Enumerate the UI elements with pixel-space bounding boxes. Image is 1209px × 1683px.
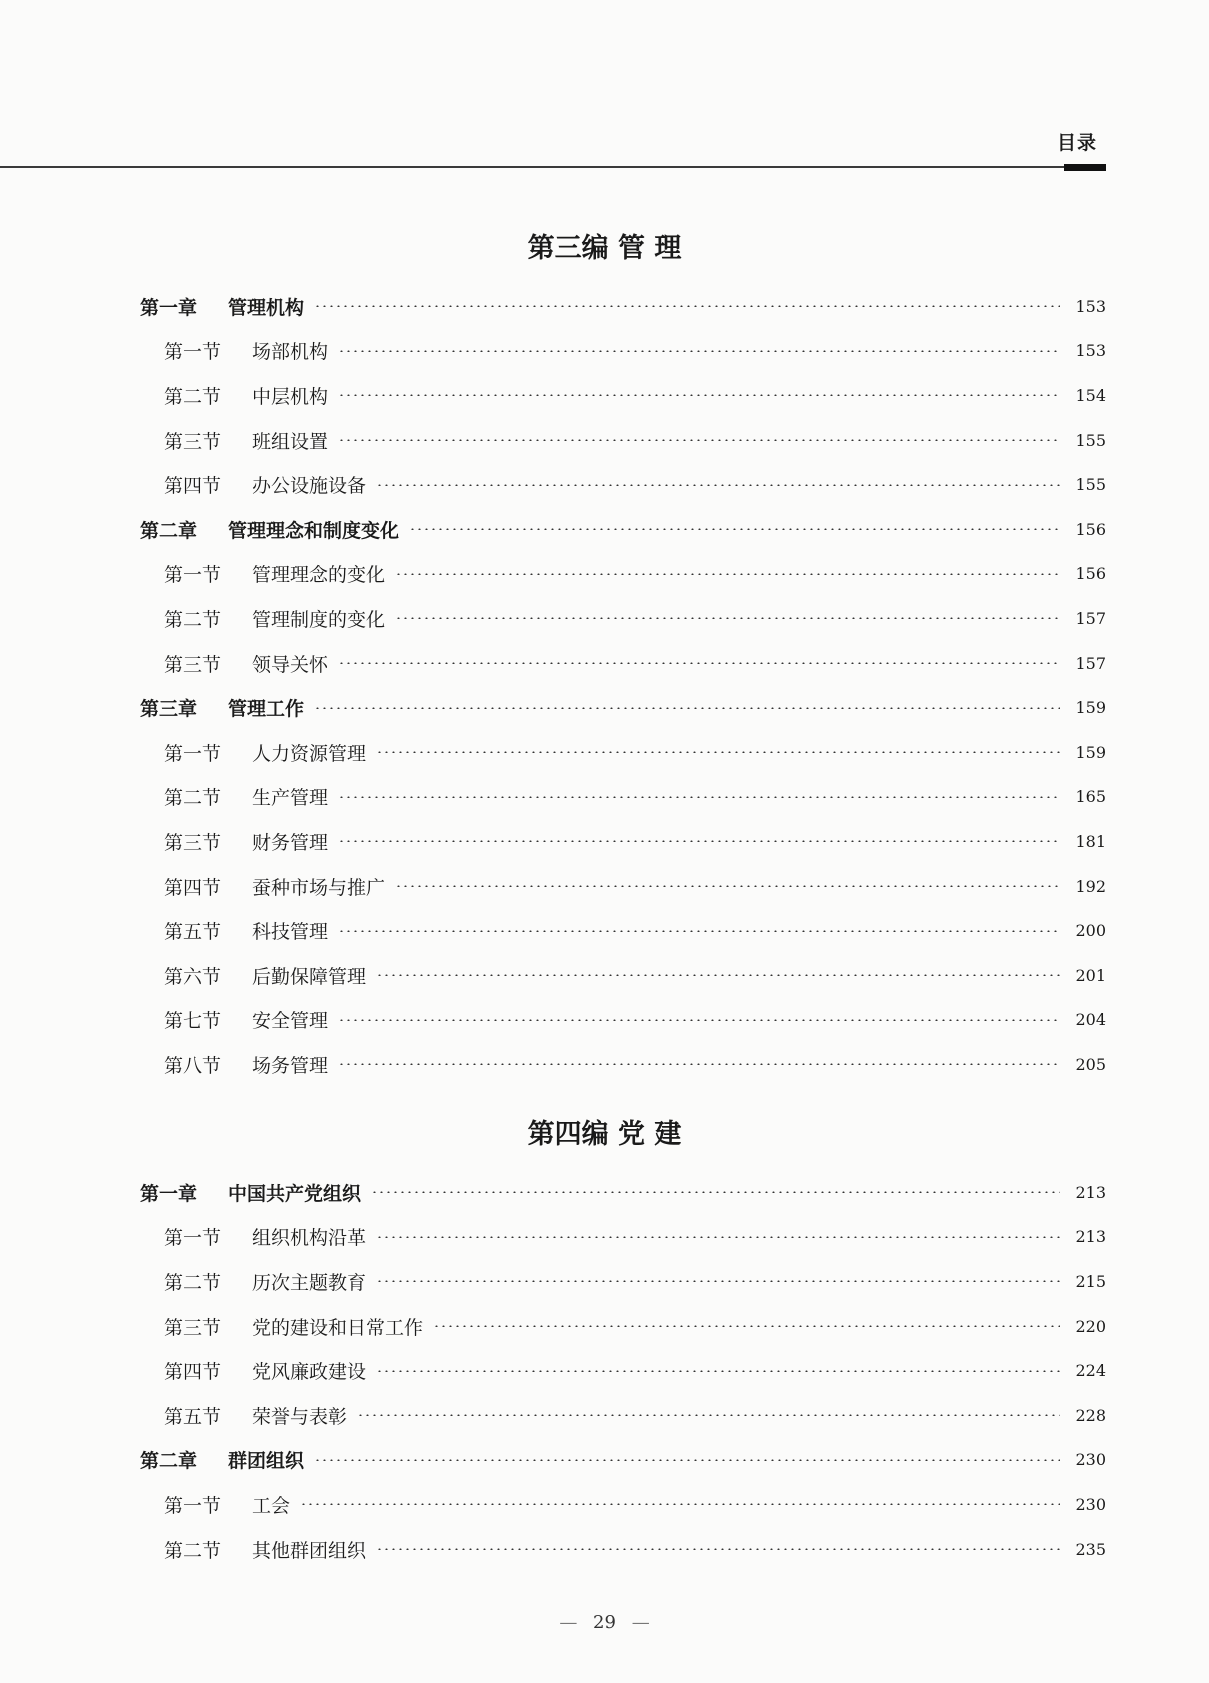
dot-leader <box>357 1414 1060 1416</box>
toc-section-entry <box>140 1527 1106 1572</box>
toc-section-entry <box>140 908 1106 953</box>
toc-section-entry <box>140 596 1106 641</box>
page-ref: 220 <box>1075 1316 1106 1336</box>
toc-section-entry <box>140 819 1106 864</box>
section-title: 场务管理 <box>252 1054 329 1077</box>
chapter-number: 第一章 <box>140 1182 198 1205</box>
section-title: 科技管理 <box>252 921 329 944</box>
page-ref: 159 <box>1075 742 1106 762</box>
page-ref: 153 <box>1075 341 1106 361</box>
page-ref: 215 <box>1075 1271 1106 1291</box>
chapter-number: 第二章 <box>140 1450 198 1473</box>
section-title: 管理理念的变化 <box>252 564 386 587</box>
section-title: 历次主题教育 <box>252 1271 367 1294</box>
section-number: 第四节 <box>164 475 222 498</box>
chapter-number: 第二章 <box>140 519 198 542</box>
dot-leader <box>338 930 1060 932</box>
dot-leader <box>395 885 1060 887</box>
section-title: 其他群团组织 <box>252 1539 367 1562</box>
dot-leader <box>338 1063 1060 1065</box>
toc-section-entry <box>140 864 1106 909</box>
section-title: 生产管理 <box>252 787 329 810</box>
page-ref: 213 <box>1075 1227 1106 1247</box>
part-title: 第四编 党 建 <box>527 1119 682 1150</box>
section-title: 财务管理 <box>252 831 329 854</box>
section-number: 第三节 <box>164 430 222 453</box>
page-number: 29 <box>593 1612 616 1633</box>
page-ref: 165 <box>1075 787 1106 807</box>
page-ref: 205 <box>1075 1054 1106 1074</box>
toc-part-4 <box>140 1170 1106 1571</box>
dot-leader <box>338 439 1060 441</box>
toc-section-entry <box>140 329 1106 374</box>
section-number: 第二节 <box>164 1271 222 1294</box>
section-number: 第二节 <box>164 787 222 810</box>
section-number: 第三节 <box>164 653 222 676</box>
toc-section-entry <box>140 775 1106 820</box>
page-ref: 157 <box>1075 653 1106 673</box>
section-title: 党的建设和日常工作 <box>252 1316 424 1339</box>
page-ref: 155 <box>1075 430 1106 450</box>
dot-leader <box>376 1370 1060 1372</box>
section-number: 第五节 <box>164 921 222 944</box>
section-title: 荣誉与表彰 <box>252 1405 348 1428</box>
dot-leader <box>314 305 1060 307</box>
dot-leader <box>433 1325 1060 1327</box>
section-title: 班组设置 <box>252 430 329 453</box>
chapter-number: 第三章 <box>140 698 198 721</box>
footer-dash-right: — <box>631 1612 650 1633</box>
section-number: 第五节 <box>164 1405 222 1428</box>
page-ref: 224 <box>1075 1361 1106 1381</box>
page-ref: 155 <box>1075 475 1106 495</box>
dot-leader <box>314 707 1060 709</box>
toc-chapter-entry <box>140 284 1106 329</box>
page-ref: 156 <box>1075 564 1106 584</box>
section-number: 第二节 <box>164 608 222 631</box>
section-number: 第四节 <box>164 1361 222 1384</box>
section-title: 工会 <box>252 1494 291 1517</box>
dot-leader <box>338 840 1060 842</box>
page-ref: 235 <box>1075 1539 1106 1559</box>
dot-leader <box>371 1191 1060 1193</box>
dot-leader <box>376 1548 1060 1550</box>
section-number: 第一节 <box>164 1227 222 1250</box>
section-number: 第七节 <box>164 1010 222 1033</box>
section-title: 人力资源管理 <box>252 742 367 765</box>
page-ref: 181 <box>1075 831 1106 851</box>
page-ref: 230 <box>1075 1494 1106 1514</box>
section-title: 中层机构 <box>252 385 329 408</box>
dot-leader <box>314 1459 1060 1461</box>
toc-section-entry <box>140 552 1106 597</box>
dot-leader <box>376 1236 1060 1238</box>
section-title: 后勤保障管理 <box>252 965 367 988</box>
section-title: 场部机构 <box>252 341 329 364</box>
dot-leader <box>338 1019 1060 1021</box>
section-number: 第一节 <box>164 564 222 587</box>
page-ref: 159 <box>1075 698 1106 718</box>
section-number: 第三节 <box>164 1316 222 1339</box>
toc-section-entry <box>140 641 1106 686</box>
toc-section-entry <box>140 1259 1106 1304</box>
toc-chapter-entry <box>140 1438 1106 1483</box>
toc-chapter-entry <box>140 507 1106 552</box>
toc-section-entry <box>140 462 1106 507</box>
dot-leader <box>300 1503 1060 1505</box>
page-header-label: 目录 <box>1056 132 1097 154</box>
toc-section-entry <box>140 1348 1106 1393</box>
toc-section-entry <box>140 1215 1106 1260</box>
toc-section-entry <box>140 1393 1106 1438</box>
section-number: 第四节 <box>164 876 222 899</box>
page-footer <box>0 1612 1209 1633</box>
toc-chapter-entry <box>140 685 1106 730</box>
toc-section-entry <box>140 373 1106 418</box>
toc-section-entry <box>140 1304 1106 1349</box>
dot-leader <box>338 796 1060 798</box>
dot-leader <box>409 528 1060 530</box>
chapter-number: 第一章 <box>140 296 198 319</box>
header-rule-accent <box>1064 164 1106 171</box>
toc-part-3 <box>140 284 1106 1087</box>
section-number: 第三节 <box>164 831 222 854</box>
section-number: 第六节 <box>164 965 222 988</box>
chapter-title: 管理工作 <box>228 698 305 721</box>
toc-section-entry <box>140 730 1106 775</box>
section-title: 领导关怀 <box>252 653 329 676</box>
page-ref: 213 <box>1075 1182 1106 1202</box>
section-number: 第一节 <box>164 742 222 765</box>
dot-leader <box>376 974 1060 976</box>
toc-section-entry <box>140 418 1106 463</box>
section-number: 第一节 <box>164 341 222 364</box>
section-title: 组织机构沿革 <box>252 1227 367 1250</box>
toc-section-entry <box>140 1042 1106 1087</box>
page-ref: 192 <box>1075 876 1106 896</box>
page-ref: 201 <box>1075 965 1106 985</box>
page-ref: 156 <box>1075 519 1106 539</box>
toc-section-entry <box>140 1482 1106 1527</box>
section-title: 蚕种市场与推广 <box>252 876 386 899</box>
section-number: 第八节 <box>164 1054 222 1077</box>
dot-leader <box>376 751 1060 753</box>
section-number: 第一节 <box>164 1494 222 1517</box>
chapter-title: 中国共产党组织 <box>228 1182 362 1205</box>
part-title: 第三编 管 理 <box>527 233 682 264</box>
section-number: 第二节 <box>164 385 222 408</box>
toc-section-entry <box>140 953 1106 998</box>
dot-leader <box>376 1280 1060 1282</box>
footer-dash-left: — <box>559 1612 578 1633</box>
page-ref: 154 <box>1075 385 1106 405</box>
section-title: 办公设施设备 <box>252 475 367 498</box>
chapter-title: 群团组织 <box>228 1450 305 1473</box>
section-title: 管理制度的变化 <box>252 608 386 631</box>
chapter-title: 管理理念和制度变化 <box>228 519 400 542</box>
dot-leader <box>395 617 1060 619</box>
section-title: 安全管理 <box>252 1010 329 1033</box>
dot-leader <box>376 484 1060 486</box>
section-title: 党风廉政建设 <box>252 1361 367 1384</box>
toc-chapter-entry <box>140 1170 1106 1215</box>
dot-leader <box>338 394 1060 396</box>
page-ref: 200 <box>1075 921 1106 941</box>
dot-leader <box>395 573 1060 575</box>
header-rule <box>0 166 1106 168</box>
dot-leader <box>338 662 1060 664</box>
page-ref: 153 <box>1075 296 1106 316</box>
page-ref: 157 <box>1075 608 1106 628</box>
page-ref: 204 <box>1075 1010 1106 1030</box>
section-number: 第二节 <box>164 1539 222 1562</box>
page-ref: 228 <box>1075 1405 1106 1425</box>
page-ref: 230 <box>1075 1450 1106 1470</box>
chapter-title: 管理机构 <box>228 296 305 319</box>
toc-section-entry <box>140 998 1106 1043</box>
dot-leader <box>338 350 1060 352</box>
